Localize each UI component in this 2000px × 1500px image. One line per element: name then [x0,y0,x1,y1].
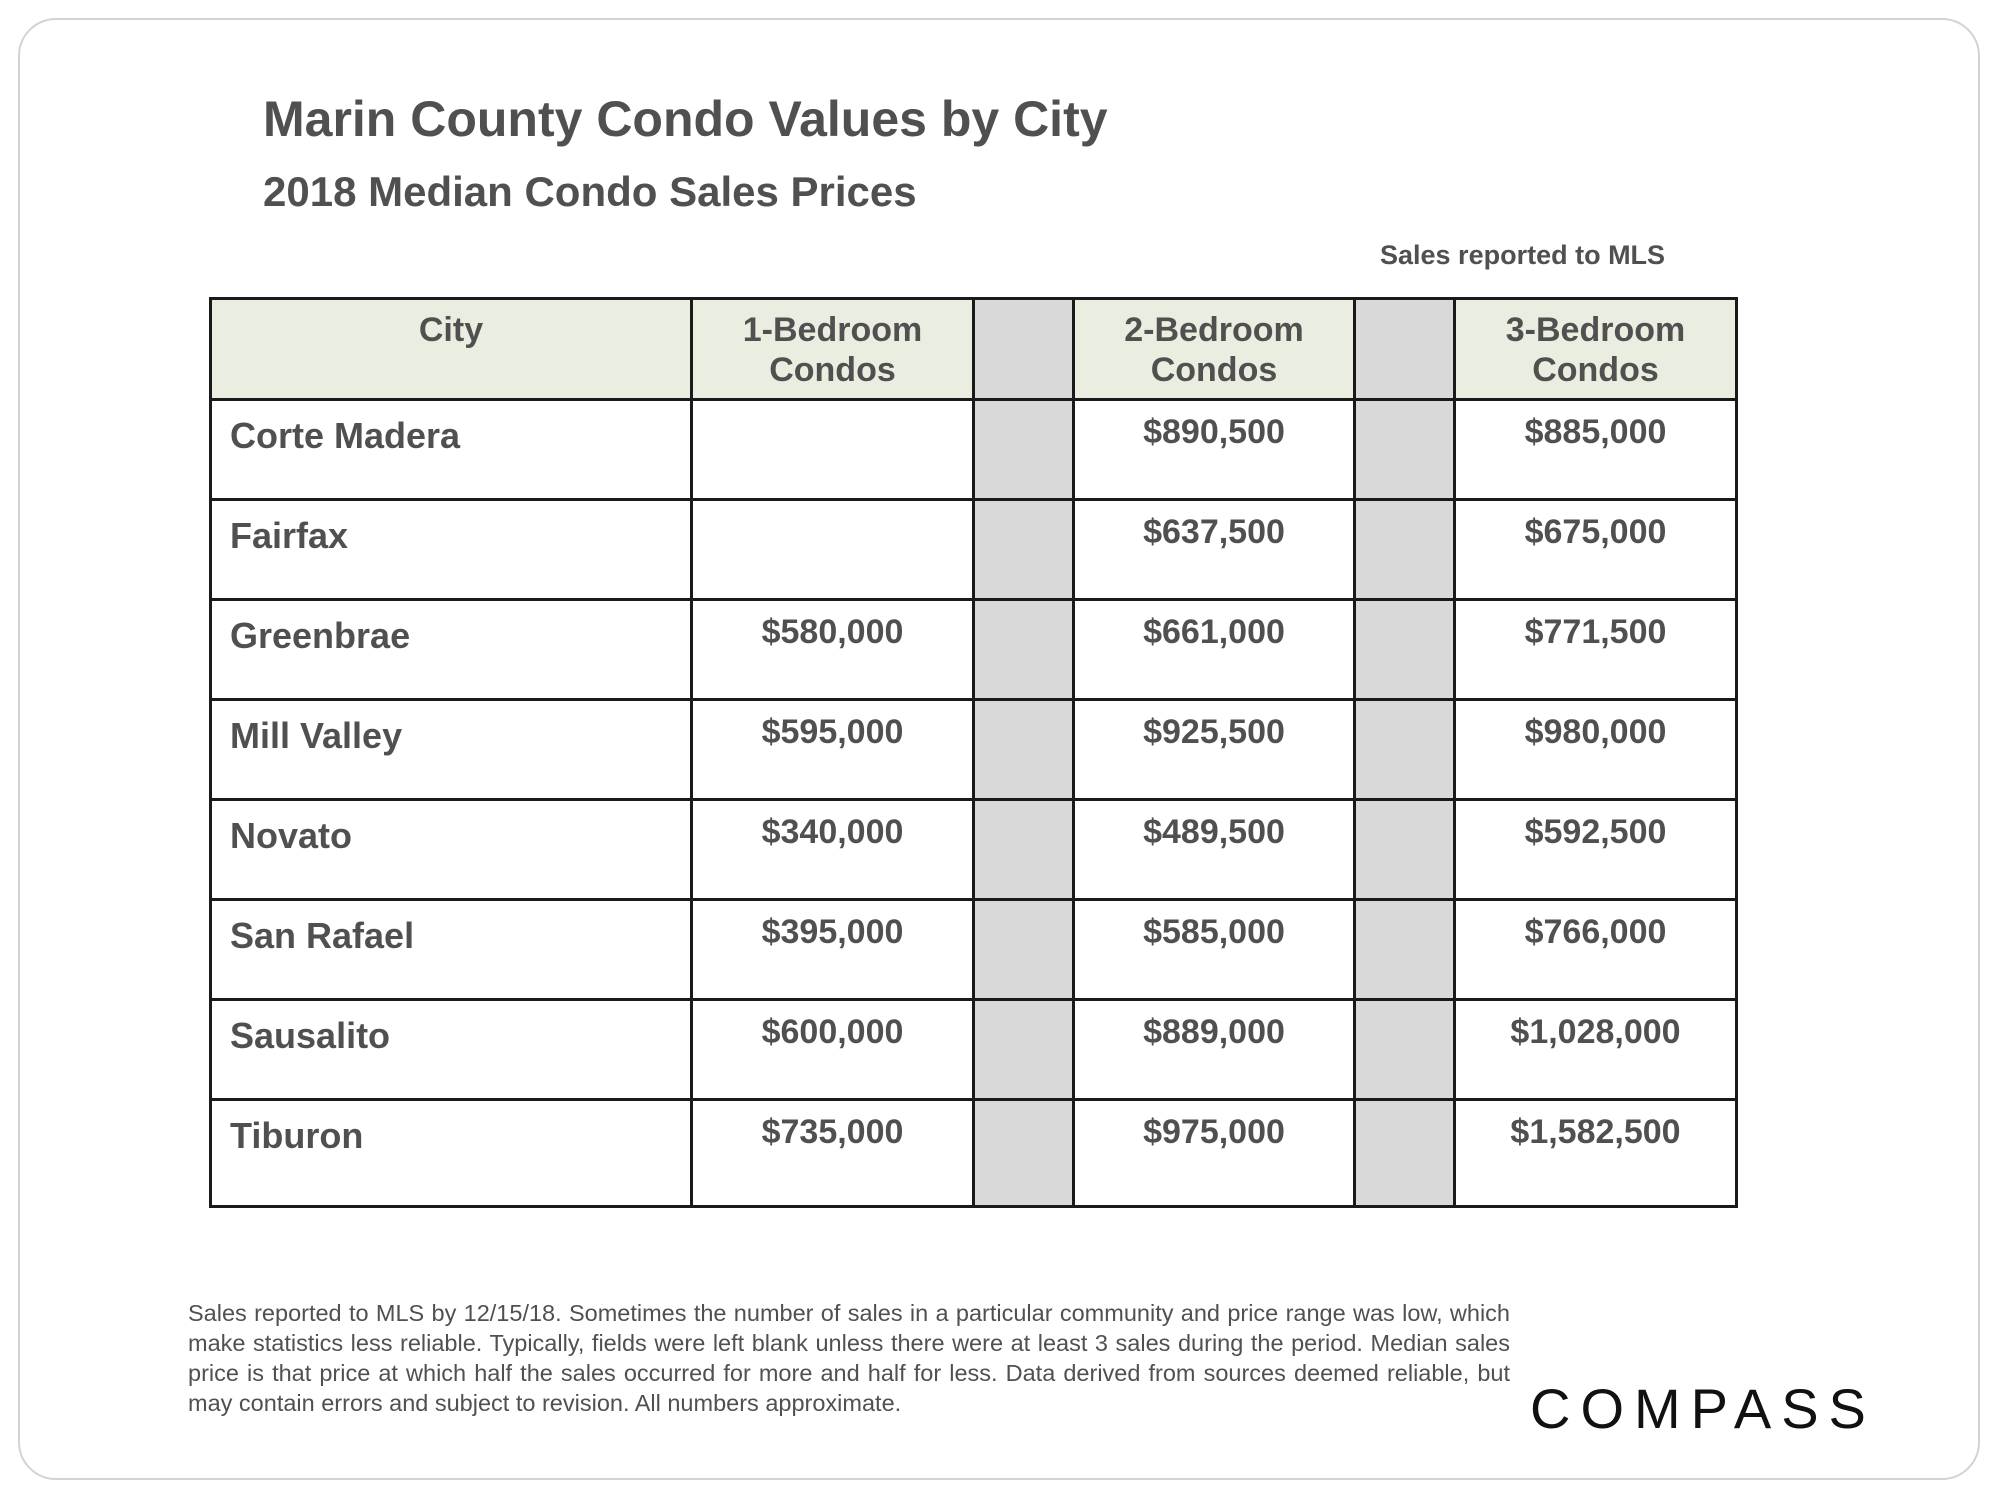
header-3-bedroom [1455,299,1737,400]
city-cell: Mill Valley [211,700,692,800]
condo-price-table [209,297,1738,1208]
compass-logo [1530,1378,1900,1438]
price-1-bedroom [692,400,974,500]
price-3-bedroom: $980,000 [1455,700,1737,800]
table-header-row [211,299,1737,400]
price-3-bedroom: $766,000 [1455,900,1737,1000]
price-2-bedroom: $637,500 [1074,500,1355,600]
city-cell: Sausalito [211,1000,692,1100]
table-row [211,700,1737,800]
table-row [211,1000,1737,1100]
city-cell: Novato [211,800,692,900]
header-1-bedroom-line2: Condos [769,351,896,389]
header-city [211,299,692,400]
spacer-cell [974,600,1074,700]
city-cell: San Rafael [211,900,692,1000]
spacer-cell [974,1100,1074,1207]
page-title: Marin County Condo Values by City [263,91,1108,147]
header-1-bedroom [692,299,974,400]
spacer-cell [974,700,1074,800]
table-row [211,1100,1737,1207]
header-2-bedroom [1074,299,1355,400]
spacer-cell [974,800,1074,900]
spacer-cell [1355,800,1455,900]
page-subtitle: 2018 Median Condo Sales Prices [263,168,917,215]
spacer-cell [1355,1100,1455,1207]
price-2-bedroom: $925,500 [1074,700,1355,800]
price-3-bedroom: $771,500 [1455,600,1737,700]
header-3-bedroom-line1: 3-Bedroom [1505,311,1686,349]
spacer-column [974,299,1074,400]
header-2-bedroom-line2: Condos [1150,351,1278,389]
spacer-cell [1355,400,1455,500]
price-1-bedroom: $595,000 [692,700,974,800]
city-cell: Tiburon [211,1100,692,1207]
city-cell: Corte Madera [211,400,692,500]
spacer-cell [1355,1000,1455,1100]
table-row [211,600,1737,700]
table-row [211,500,1737,600]
footnote: Sales reported to MLS by 12/15/18. Sometimes the number of sales in a particular community and price range was low, which make statistics less reliable. Typically, fields were left blank unless there were at least 3 sales during the period. Median sales price is that price at which half the sales occurred for more and half for less. Data derived from sources deemed reliable, but may contain errors and subject to revision. All numbers approximate. [188,1300,1510,1416]
price-3-bedroom: $592,500 [1455,800,1737,900]
city-cell: Fairfax [211,500,692,600]
table-row [211,400,1737,500]
header-3-bedroom-line2: Condos [1532,351,1659,389]
price-1-bedroom: $340,000 [692,800,974,900]
spacer-cell [1355,500,1455,600]
source-note: Sales reported to MLS [1380,240,1666,270]
price-2-bedroom: $585,000 [1074,900,1355,1000]
price-1-bedroom: $735,000 [692,1100,974,1207]
price-2-bedroom: $975,000 [1074,1100,1355,1207]
table-row [211,800,1737,900]
price-2-bedroom: $889,000 [1074,1000,1355,1100]
spacer-cell [974,400,1074,500]
spacer-cell [1355,700,1455,800]
header-2-bedroom-line1: 2-Bedroom [1124,311,1304,349]
spacer-column [1355,299,1455,400]
price-1-bedroom [692,500,974,600]
spacer-cell [1355,600,1455,700]
price-1-bedroom: $395,000 [692,900,974,1000]
price-2-bedroom: $661,000 [1074,600,1355,700]
price-2-bedroom: $890,500 [1074,400,1355,500]
header-city-label: City [418,311,484,349]
price-3-bedroom: $885,000 [1455,400,1737,500]
spacer-cell [974,900,1074,1000]
table-row [211,900,1737,1000]
price-1-bedroom: $600,000 [692,1000,974,1100]
price-3-bedroom: $1,028,000 [1455,1000,1737,1100]
price-3-bedroom: $675,000 [1455,500,1737,600]
header-1-bedroom-line1: 1-Bedroom [742,311,923,349]
compass-logo-text: COMPASS [1530,1378,1876,1438]
price-2-bedroom: $489,500 [1074,800,1355,900]
price-3-bedroom: $1,582,500 [1455,1100,1737,1207]
spacer-cell [1355,900,1455,1000]
spacer-cell [974,1000,1074,1100]
spacer-cell [974,500,1074,600]
city-cell: Greenbrae [211,600,692,700]
price-1-bedroom: $580,000 [692,600,974,700]
